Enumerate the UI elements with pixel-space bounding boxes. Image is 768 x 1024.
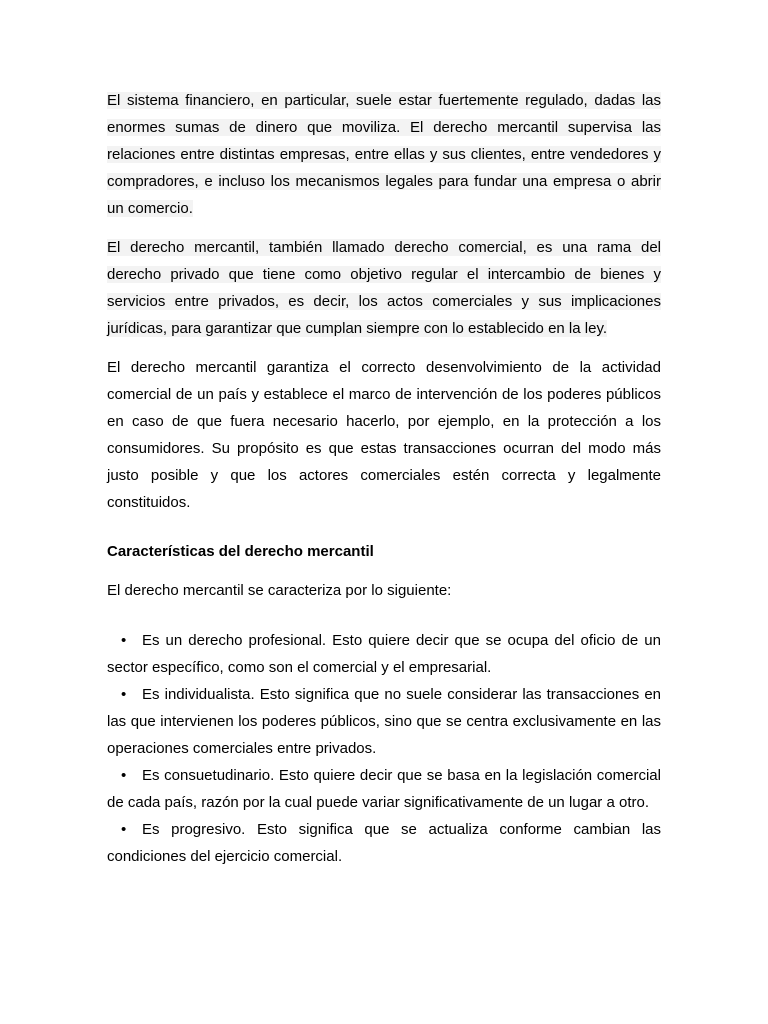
intro-text: El derecho mercantil se caracteriza por lo siguiente: bbox=[107, 582, 452, 599]
document-page bbox=[107, 87, 661, 870]
bullet-icon: • bbox=[121, 821, 127, 838]
list-item-text: Es consuetudinario. Esto quiere decir que se basa en la legislación comercial de cada país, razón por la cual puede variar significativamente de un lugar a otro. bbox=[107, 767, 661, 811]
list-item-text: Es individualista. Esto significa que no suele considerar las transacciones en las que intervienen los poderes públicos, sino que se centra exclusivamente en las operaciones comerciales entre privados. bbox=[107, 686, 661, 757]
list-item bbox=[107, 681, 661, 762]
highlighted-text: El derecho mercantil, también llamado derecho comercial, es una rama del derecho privado que tiene como objetivo regular el intercambio de bienes y servicios entre privados, es decir, los actos comerciales y sus implicaciones jurídicas, para garantizar que cumplan siempre con lo establecido en la ley. bbox=[107, 239, 661, 337]
bullet-list bbox=[107, 627, 661, 870]
paragraph-garantiza: El derecho mercantil garantiza el correcto desenvolvimiento de la actividad comercial de un país y establece el marco de intervención de los poderes públicos en caso de que fuera necesario hacerlo, por ejemplo, en la protección a los consumidores. Su propósito es que estas transacciones ocurran del modo más justo posible y que los actores comerciales estén correcta y legalmente constituidos. bbox=[107, 359, 661, 511]
list-item bbox=[107, 762, 661, 816]
list-item bbox=[107, 627, 661, 681]
list-item bbox=[107, 816, 661, 870]
section-heading: Características del derecho mercantil bbox=[107, 543, 374, 560]
bullet-icon: • bbox=[121, 686, 127, 703]
bullet-icon: • bbox=[121, 767, 127, 784]
list-item-text: Es un derecho profesional. Esto quiere decir que se ocupa del oficio de un sector específico, como son el comercial y el empresarial. bbox=[107, 632, 661, 676]
highlighted-text: El sistema financiero, en particular, suele estar fuertemente regulado, dadas las enormes sumas de dinero que moviliza. El derecho mercantil supervisa las relaciones entre distintas empresas, entre ellas y sus clientes, entre vendedores y compradores, e incluso los mecanismos legales para fundar una empresa o abrir un comercio. bbox=[107, 92, 661, 217]
paragraph-sistema-financiero bbox=[107, 87, 661, 222]
paragraph-definicion bbox=[107, 234, 661, 342]
list-item-text: Es progresivo. Esto significa que se actualiza conforme cambian las condiciones del ejercicio comercial. bbox=[107, 821, 661, 865]
bullet-icon: • bbox=[121, 632, 127, 649]
